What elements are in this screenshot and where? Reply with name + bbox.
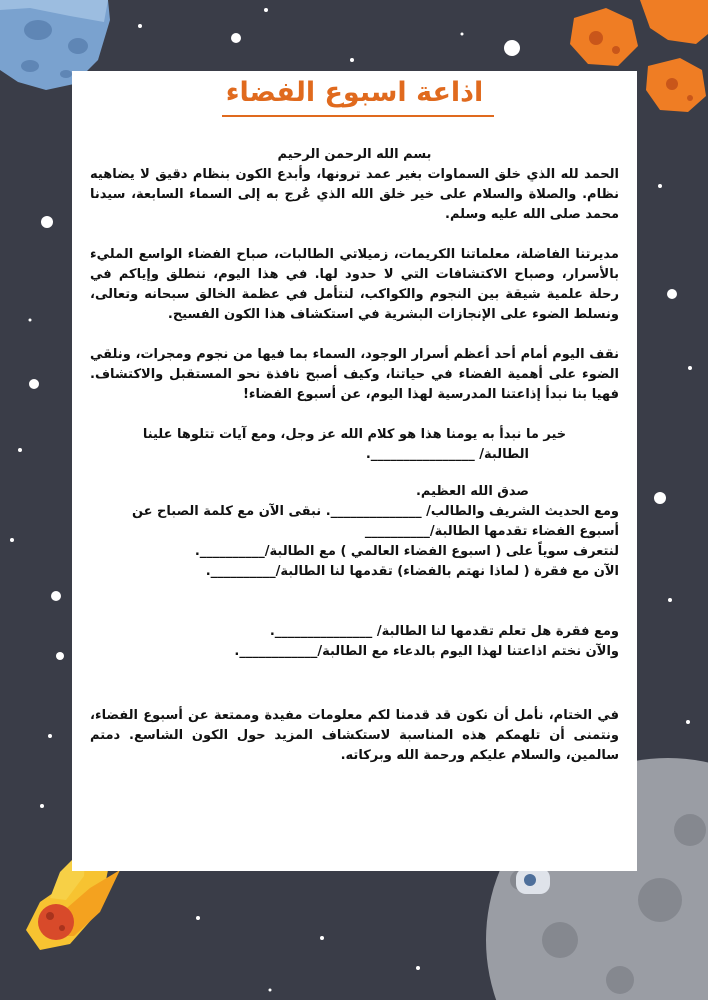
why-care-line: الآن مع فقرة ( لماذا نهتم بالفضاء) تقدمها لنا الطالبة/__________.	[205, 564, 619, 579]
page-title: اذاعة اسبوع الفضاء	[225, 77, 484, 108]
quran-student: الطالبة/ ________________.	[365, 447, 529, 462]
preface-paragraph: نقف اليوم أمام أحد أعظم أسرار الوجود، السماء بما فيها من نجوم ومجرات، ونلقي الضوء على أهمية الفضاء في حياتنا، وكيف أصبح نافذة نحو المستقبل والاكتشاف. فهيا بنا نبدأ إذاعتنا المدرسية لهذا اليوم، عن أسبوع الفضاء!	[90, 347, 619, 402]
dua-line: والآن نختم اذاعتنا لهذا اليوم بالدعاء مع الطالبة/____________.	[234, 644, 619, 659]
greeting-paragraph: مديرتنا الفاضلة، معلماتنا الكريمات، زميلاتي الطالبات، صباح الفضاء الواسع المليء بالأسرار، وصباح الاكتشافات التي لا حدود لها. في هذا اليوم، ننطلق وإياكم في رحلة علمية شيقة بين النجوم والكواكب، لنتأمل في عظمة الخالق سبحانه وتعالى، ونسلط الضوء على الإنجازات البشرية في استكشاف هذا الكون الفسيح.	[90, 247, 619, 322]
radio-script-page	[72, 71, 637, 871]
did-you-know-line: ومع فقرة هل تعلم تقدمها لنا الطالبة/ _______________.	[269, 624, 619, 639]
conclusion-paragraph: في الختام، نأمل أن نكون قد قدمنا لكم معلومات مفيدة وممتعة عن أسبوع الفضاء، ونتمنى أن تلهمكم هذه المناسبة لاستكشاف المزيد حول الكون الشاسع. دمتم سالمين، والسلام عليكم ورحمة الله وبركاته.	[90, 708, 619, 763]
script-body	[90, 145, 619, 766]
sadaqa-line: صدق الله العظيم.	[415, 484, 529, 499]
basmala: بسم الله الرحمن الرحيم	[277, 147, 432, 162]
opening-paragraph: الحمد لله الذي خلق السماوات بغير عمد ترونها، وأبدع الكون بنظام دقيق لا يضاهيه نظام. والصلاة والسلام على خير خلق الله الذي عُرج به إلى السماء السابعة، سيدنا محمد صلى الله عليه وسلم.	[90, 167, 619, 222]
hadith-line: ومع الحديث الشريف والطالب/ ______________. نبقى الآن مع كلمة الصباح عن	[131, 504, 619, 519]
quran-intro: خير ما نبدأ به يومنا هذا هو كلام الله عز وجل، ومع آيات تتلوها علينا	[142, 427, 567, 442]
world-space-week-line: لنتعرف سوياً على ( اسبوع الفضاء العالمي ) مع الطالبة/__________.	[194, 544, 619, 559]
title-underline	[222, 115, 494, 117]
morning-word-line: أسبوع الفضاء تقدمها الطالبة/__________	[364, 524, 619, 539]
